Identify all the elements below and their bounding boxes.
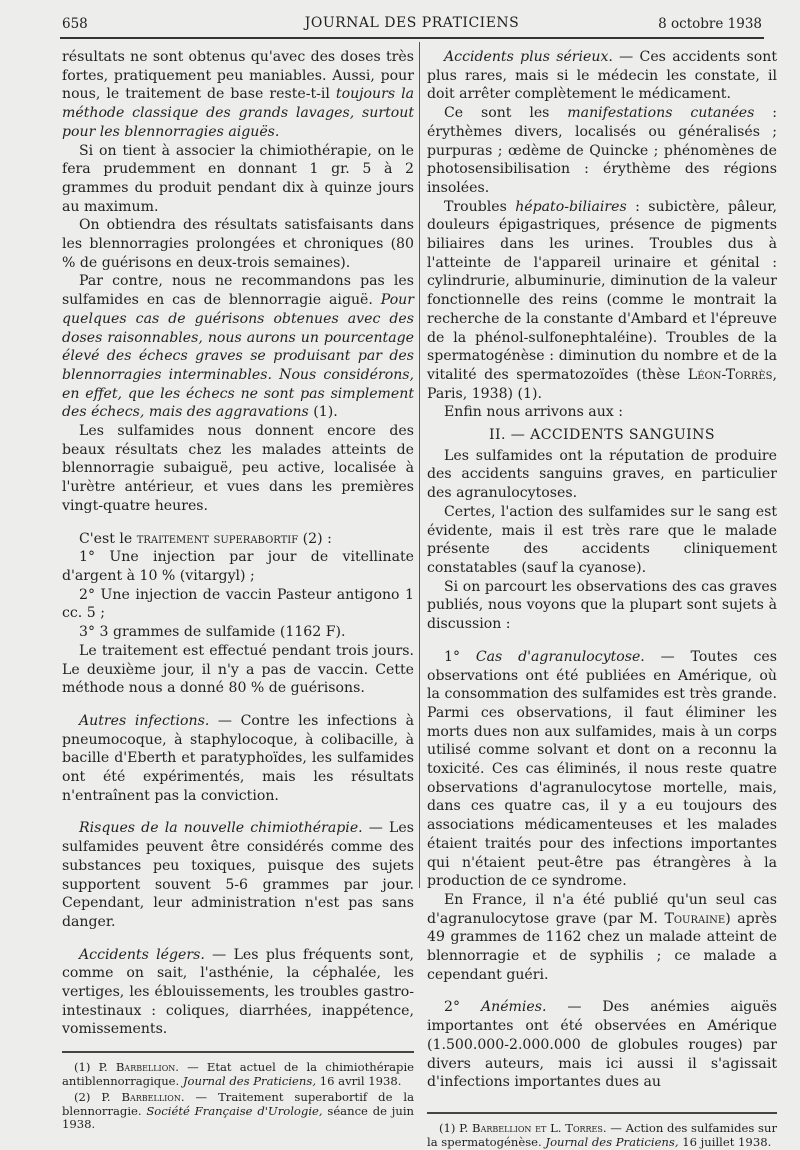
paragraph: Les sulfamides nous donnent encore des beaux résultats chez les malades atteints de blennorragie subaiguë, peu active, localisée à l'urètre antérieur, et vues dans les premières vingt-quatre heures. (62, 423, 414, 514)
section-heading: II. — ACCIDENTS SANGUINS (489, 427, 715, 444)
paragraph: Si on tient à associer la chimiothérapie, on le fera prudemment en donnant 1 gr. 5 à 2 grammes du produit pendant dix à quinze jours au maximum. (62, 142, 414, 215)
page-number: 658 (62, 16, 88, 32)
footnote: (2) P. Barbellion. — Traitement superabortif de la blennorragie. Société Française d'Urologie, séance de juin 1938. (62, 1089, 415, 1132)
paragraph: 1° Cas d'agranulocytose. — Toutes ces observations ont été publiées en Amérique, où la consommation des sulfamides est très grande. Parmi ces observations, il faut éliminer les morts dues non aux sulfamides, mais à un corps utilisé comme solvant et dont on a reconnu la toxicité. Ces cas éliminés, il nous reste quatre observations d'agranulocytose mortelle, mais, dans ces quatre cas, il y a eu toujours des associations médicamenteuses et les malades étaient traités pour des infections importantes qui n'étaient peut-être pas étrangères à la production de ce syndrome. (427, 648, 777, 890)
list-item: 2° Une injection de vaccin Pasteur antigono 1 cc. 5 ; (62, 586, 414, 622)
paragraph: Enfin nous arrivons aux : (444, 404, 623, 421)
header-rule (60, 37, 764, 39)
list-item: 1° Une injection par jour de vitellinate d'argent à 10 % (vitargyl) ; (62, 549, 414, 584)
footnote: (1) P. Barbellion. — Etat actuel de la chimiothérapie antiblennorragique. Journal des Praticiens, 16 avril 1938. (62, 1060, 415, 1088)
paragraph: C'est le traitement superabortif (2) : (79, 530, 332, 547)
paragraph: Accidents plus sérieux. — Ces accidents sont plus rares, mais si le médecin les constate, il doit arrêter complètement le médicament. (427, 49, 777, 103)
paragraph: Les sulfamides ont la réputation de produire des accidents sanguins graves, en particulier des agranulocytoses. (427, 447, 777, 502)
footnote-rule (62, 1051, 414, 1053)
footnote: (1) P. Barbellion et L. Torres. — Action des sulfamides sur la spermatogénèse. Journal des Praticiens, 16 juillet 1938. (427, 1120, 777, 1149)
right-column (427, 48, 777, 1150)
issue-date: 8 octobre 1938 (658, 16, 762, 32)
paragraph: Si on parcourt les observations des cas graves publiés, nous voyons que la plupart sont sujets à discussion : (427, 578, 777, 633)
paragraph: Certes, l'action des sulfamides sur le sang est évidente, mais il est très rare que le malade présente des accidents cliniquement constatables (sauf la cyanose). (427, 503, 777, 576)
paragraph: Autres infections. — Contre les infections à pneumocoque, à staphylocoque, à colibacille, à bacille d'Eberth et paratyphoïdes, les sulfamides ont été expérimentés, mais les résultats n'entraînent pas la conviction. (62, 712, 414, 804)
paragraph: En France, il n'a été publié qu'un seul cas d'agranulocytose grave (par M. Touraine) après 49 grammes de 1162 chez un malade atteint de blennorragie et de syphilis ; ce malade a cependant guéri. (427, 891, 778, 983)
paragraph: Le traitement est effectué pendant trois jours. Le deuxième jour, il n'y a pas de vaccin. Cette méthode nous a donné 80 % de guérisons. (62, 642, 414, 697)
paragraph: Troubles hépato-biliaires : subictère, pâleur, douleurs épigastriques, présence de pigments biliaires dans les urines. Troubles dus à l'atteinte de l'appareil urinaire et génital : cylindrurie, albuminurie, diminution de la valeur fonctionnelle des reins (comme le montrait la recherche de la constante d'Ambard et l'épreuve de la phénol-sulfonephtaléine). Troubles de la spermatogénèse : diminution du nombre et de la vitalité des spermatozoïdes (thèse Léon-Torrès, Paris, 1938) (1). (427, 198, 777, 402)
paragraph: 2° Anémies. — Des anémies aiguës importantes ont été observées en Amérique (1.500.000-2.000.000 de globules rouges) par divers auteurs, mais ici aussi il s'agissait d'infections importantes dues au (427, 999, 777, 1091)
paragraph: Accidents légers. — Les plus fréquents sont, comme on sait, l'asthénie, la céphalée, les vertiges, les éblouissements, les troubles gastro-intestinaux : coliques, diarrhées, inappétence, vomissements. (62, 946, 414, 1038)
footnote-rule (427, 1112, 777, 1114)
column-divider (419, 42, 420, 888)
paragraph: Par contre, nous ne recommandons pas les sulfamides en cas de blennorragie aiguë. Pour quelques cas de guérisons obtenues avec des doses raisonnables, nous aurons un pourcentage élevé des échecs graves se produisant par des blennorragies interminables. Nous considérons, en effet, que les échecs ne sont pas simplement des échecs, mais des aggravations (1). (62, 273, 414, 421)
left-column (62, 48, 414, 1132)
paragraph: Ce sont les manifestations cutanées : érythèmes divers, localisés ou généralisés ; purpuras ; œdème de Quincke ; phénomènes de photosensibilisation : érythème des régions insolées. (427, 105, 777, 196)
paragraph: On obtiendra des résultats satisfaisants dans les blennorragies prolongées et chroniques (80 % de guérisons en deux-trois semaines). (62, 217, 414, 271)
paragraph: résultats ne sont obtenus qu'avec des doses très fortes, pratiquement peu maniables. Aussi, pour nous, le traitement de base reste-t-il toujours la méthode classique des grands lavages, surtout pour les blennorragies aiguës. (62, 49, 414, 140)
list-item: 3° 3 grammes de sulfamide (1162 F). (79, 624, 346, 641)
running-header (62, 12, 762, 34)
paragraph: Risques de la nouvelle chimiothérapie. — Les sulfamides peuvent être considérés comme des substances peu toxiques, puisque des sujets supportent souvent 5-6 grammes par jour. Cependant, leur administration n'est pas sans danger. (62, 820, 414, 930)
journal-title: JOURNAL DES PRATICIENS (304, 15, 520, 31)
